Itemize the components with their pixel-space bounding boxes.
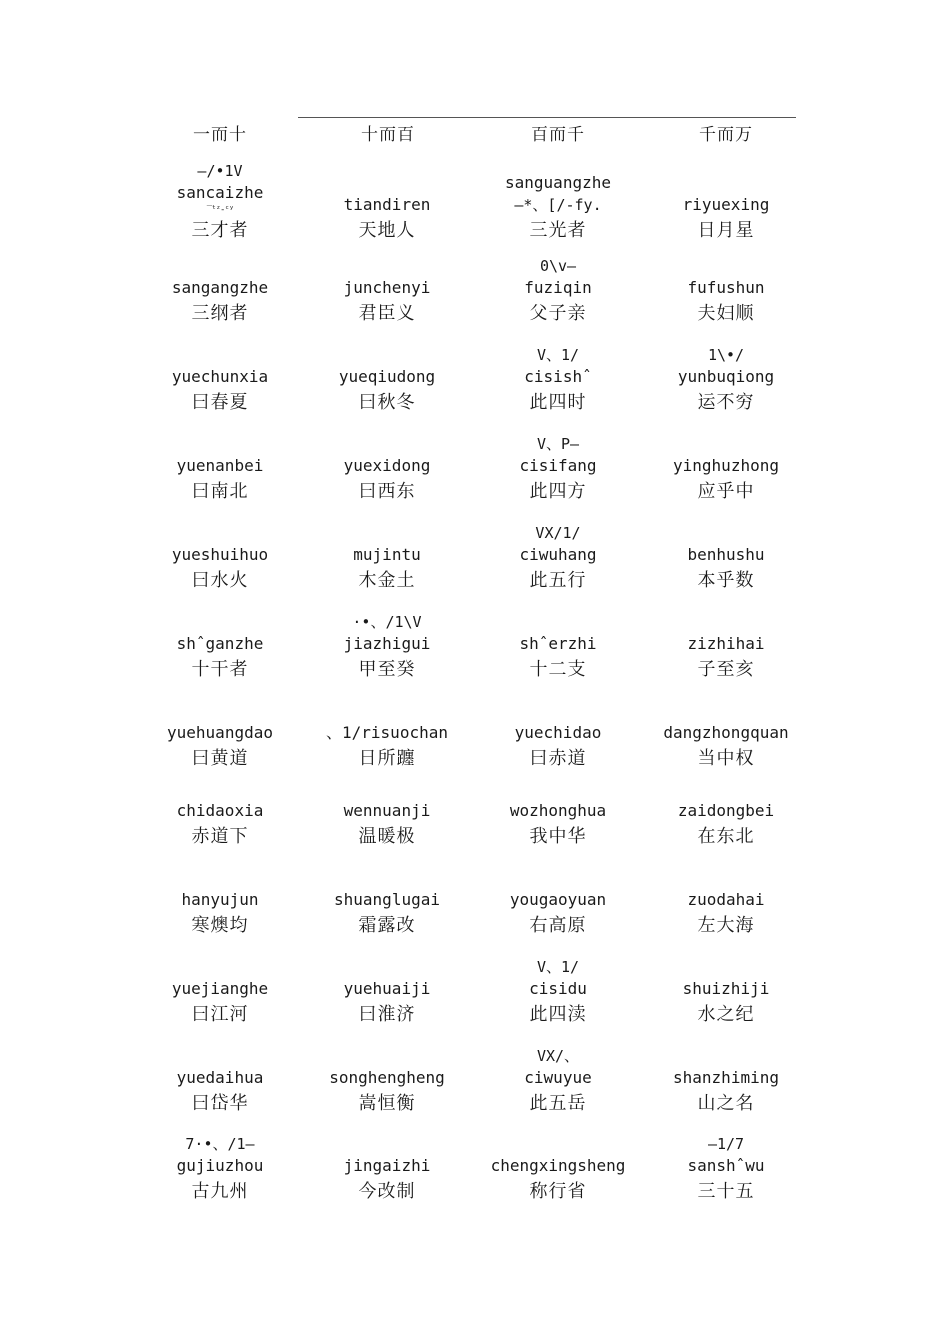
verse-cell [135, 1133, 305, 1207]
hanzi-text: 赤道下 [191, 826, 249, 847]
pinyin-text: jiazhigui [343, 634, 431, 653]
hanzi-text: 此四方 [529, 481, 587, 502]
verse-cell [302, 366, 472, 418]
pinyin-text: hanyujun [181, 890, 259, 909]
pinyin-text: yunbuqiong [677, 367, 775, 386]
pinyin-text: wennuanji [343, 801, 431, 820]
pinyin-text: yueqiudong [338, 367, 436, 386]
verse-cell [135, 633, 305, 685]
verse-cell [641, 1133, 811, 1207]
pinyin-text: chidaoxia [176, 801, 264, 820]
pinyin-text: 、1/risuochan [326, 723, 448, 742]
pinyin-text: fufushun [687, 278, 765, 297]
pinyin-text: fuziqin [524, 278, 592, 297]
hanzi-text: 温暖极 [358, 826, 416, 847]
hanzi-text: 曰江河 [191, 1004, 249, 1025]
verse-cell [641, 344, 811, 418]
hanzi-text: 我中华 [529, 826, 587, 847]
verse-cell [135, 277, 305, 329]
hanzi-text: 曰黄道 [191, 748, 249, 769]
verse-cell [135, 455, 305, 507]
verse-cell [302, 455, 472, 507]
verse-cell [302, 889, 472, 941]
verse-cell [641, 544, 811, 596]
pinyin-text: sangangzhe [171, 278, 269, 297]
ocr-noise-text: V、1/ [536, 346, 580, 364]
pinyin-text: benhushu [687, 545, 765, 564]
verse-cell [302, 1067, 472, 1119]
pinyin-text: zaidongbei [677, 801, 775, 820]
pinyin-text: songhengheng [329, 1068, 445, 1087]
column-header-4: 千而万 [699, 125, 753, 145]
hanzi-text: 三光者 [529, 220, 587, 241]
verse-cell [302, 611, 472, 685]
pinyin-text: shuizhiji [682, 979, 770, 998]
pinyin-text: sanshˆwu [687, 1156, 765, 1175]
hanzi-text: 三十五 [697, 1181, 755, 1202]
verse-cell [473, 633, 643, 685]
hanzi-text: 三才者 [191, 220, 249, 241]
verse-cell [135, 366, 305, 418]
hanzi-text: 嵩恒衡 [358, 1093, 416, 1114]
hanzi-text: 父子亲 [529, 303, 587, 324]
hanzi-text: 霜露改 [358, 915, 416, 936]
verse-cell [473, 800, 643, 852]
verse-cell [641, 722, 811, 774]
pinyin-text: yougaoyuan [509, 890, 607, 909]
pinyin-text: yuexidong [343, 456, 431, 475]
verse-cell [135, 800, 305, 852]
verse-cell [473, 1045, 643, 1119]
pinyin-text: junchenyi [343, 278, 431, 297]
pinyin-text: shˆganzhe [176, 634, 264, 653]
hanzi-text: 曰水火 [191, 570, 249, 591]
verse-cell [302, 544, 472, 596]
verse-cell [473, 1155, 643, 1207]
ocr-noise-text: VX/、 [536, 1047, 580, 1065]
hanzi-text: 曰西东 [358, 481, 416, 502]
hanzi-text: 称行省 [529, 1181, 587, 1202]
verse-cell [135, 544, 305, 596]
verse-cell [641, 455, 811, 507]
pinyin-text: sanguangzhe [505, 173, 611, 192]
pinyin-text: yinghuzhong [673, 456, 779, 475]
verse-cell [473, 956, 643, 1030]
pinyin-text: dangzhongquan [663, 723, 789, 742]
pinyin-text: ciwuhang [519, 545, 597, 564]
verse-cell [473, 889, 643, 941]
pinyin-text: yuejianghe [171, 979, 269, 998]
pinyin-text: yuehuaiji [343, 979, 431, 998]
pinyin-text: shˆerzhi [519, 634, 597, 653]
hanzi-text: 运不穷 [697, 392, 755, 413]
hanzi-text: 在东北 [697, 826, 755, 847]
pinyin-text: zuodahai [687, 890, 765, 909]
hanzi-text: 曰秋冬 [358, 392, 416, 413]
hanzi-text: 此五行 [529, 570, 587, 591]
pinyin-text: tiandiren [343, 195, 431, 214]
hanzi-text: 今改制 [358, 1181, 416, 1202]
verse-cell [135, 160, 305, 246]
pinyin-text: zizhihai [687, 634, 765, 653]
pinyin-text: wozhonghua [509, 801, 607, 820]
hanzi-text: 曰赤道 [529, 748, 587, 769]
pinyin-text: cisifang [519, 456, 597, 475]
ocr-noise-text: —1/7 [707, 1135, 745, 1153]
hanzi-text: 此五岳 [529, 1093, 587, 1114]
hanzi-text: 天地人 [358, 220, 416, 241]
pinyin-text: yuenanbei [176, 456, 264, 475]
verse-cell [641, 277, 811, 329]
verse-cell [135, 722, 305, 774]
hanzi-text: 此四时 [529, 392, 587, 413]
verse-cell [473, 433, 643, 507]
hanzi-text: 本乎数 [697, 570, 755, 591]
verse-cell [473, 344, 643, 418]
ocr-noise-text: VX/1/ [535, 524, 581, 542]
ocr-noise-text: 1\•/ [707, 346, 745, 364]
hanzi-text: 水之纪 [697, 1004, 755, 1025]
hanzi-text: 此四渎 [529, 1004, 587, 1025]
verse-cell [641, 194, 811, 246]
ocr-noise-text: 0\v— [539, 257, 577, 275]
pinyin-text: chengxingsheng [490, 1156, 626, 1175]
hanzi-text: 古九州 [191, 1181, 249, 1202]
verse-cell [473, 522, 643, 596]
verse-cell [473, 255, 643, 329]
hanzi-text: 山之名 [697, 1093, 755, 1114]
hanzi-text: 甲至癸 [358, 659, 416, 680]
verse-cell [135, 889, 305, 941]
column-header-1: 一而十 [193, 125, 247, 145]
hanzi-text: 曰春夏 [191, 392, 249, 413]
pinyin-text: sancaizhe [176, 183, 264, 202]
hanzi-text: 子至亥 [697, 659, 755, 680]
ocr-noise-text: ·•、/1\V [352, 613, 422, 631]
hanzi-text: 日月星 [697, 220, 755, 241]
verse-cell [135, 1067, 305, 1119]
column-header-3: 百而千 [531, 125, 585, 145]
verse-cell [473, 722, 643, 774]
verse-cell [641, 800, 811, 852]
hanzi-text: 十干者 [191, 659, 249, 680]
ocr-noise-text: V、P— [536, 435, 580, 453]
ocr-noise-text: V、1/ [536, 958, 580, 976]
hanzi-text: 曰岱华 [191, 1093, 249, 1114]
hanzi-text: 三纲者 [191, 303, 249, 324]
hanzi-text: 左大海 [697, 915, 755, 936]
hanzi-text: 寒燠均 [191, 915, 249, 936]
pinyin-text: cisishˆ [524, 367, 592, 386]
pinyin-text: yuedaihua [176, 1068, 264, 1087]
verse-cell [302, 194, 472, 246]
verse-cell [302, 800, 472, 852]
verse-cell [302, 277, 472, 329]
verse-cell [641, 1067, 811, 1119]
hanzi-text: 夫妇顺 [697, 303, 755, 324]
verse-cell [302, 978, 472, 1030]
verse-cell [641, 889, 811, 941]
hanzi-text: 曰淮济 [358, 1004, 416, 1025]
pinyin-text: shuanglugai [334, 890, 440, 909]
hanzi-text: 曰南北 [191, 481, 249, 502]
pinyin-text: yuechunxia [171, 367, 269, 386]
pinyin-text: ciwuyue [524, 1068, 592, 1087]
hanzi-text: 日所躔 [358, 748, 416, 769]
pinyin-text: shanzhiming [673, 1068, 779, 1087]
ocr-noise-text: ‾ᵗᶻ‑ᶜʸ [206, 205, 234, 215]
pinyin-text: yuechidao [514, 723, 602, 742]
hanzi-text: 右高原 [529, 915, 587, 936]
pinyin-text: yuehuangdao [167, 723, 273, 742]
verse-cell [302, 722, 472, 774]
pinyin-text: mujintu [353, 545, 421, 564]
ocr-noise-text: —/•1V [197, 162, 243, 180]
hanzi-text: 当中权 [697, 748, 755, 769]
column-header-2: 十而百 [361, 125, 415, 145]
ocr-noise-text: —*、[/-fy. [514, 196, 602, 214]
pinyin-text: cisidu [529, 979, 587, 998]
hanzi-text: 君臣义 [358, 303, 416, 324]
verse-cell [135, 978, 305, 1030]
ocr-noise-text: 7·•、/1— [185, 1135, 255, 1153]
verse-cell [641, 633, 811, 685]
pinyin-text: riyuexing [682, 195, 770, 214]
pinyin-text: jingaizhi [343, 1156, 431, 1175]
hanzi-text: 十二支 [529, 659, 587, 680]
hanzi-text: 应乎中 [697, 481, 755, 502]
hanzi-text: 木金土 [358, 570, 416, 591]
verse-cell [473, 172, 643, 246]
pinyin-text: gujiuzhou [176, 1156, 264, 1175]
verse-cell [302, 1155, 472, 1207]
pinyin-text: yueshuihuo [171, 545, 269, 564]
verse-cell [641, 978, 811, 1030]
